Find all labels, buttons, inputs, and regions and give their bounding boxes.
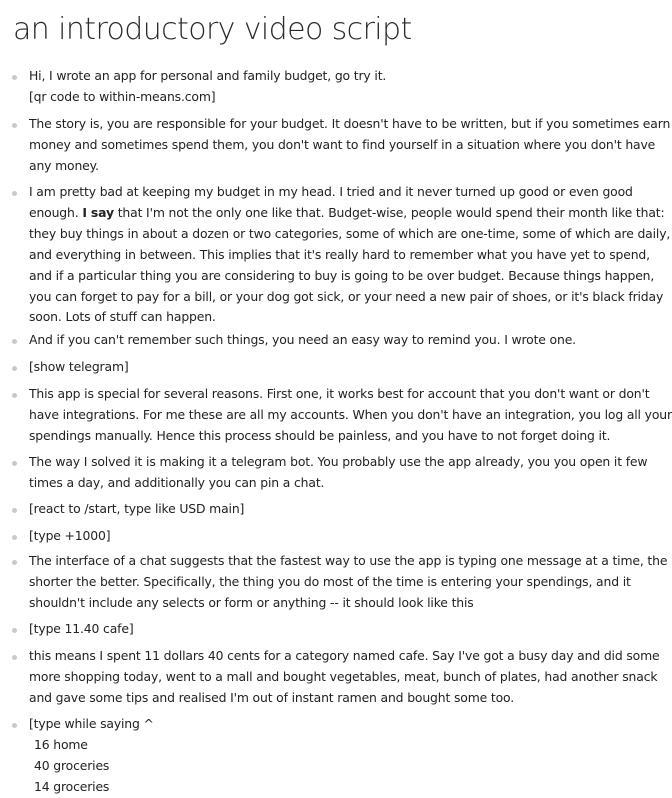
bullet	[12, 461, 17, 466]
text-line: The way I solved it is making it a telegram bot. You probably use the app already, you you open it few	[29, 454, 648, 469]
text-line: you can forget to pay for a bill, or your dog got sick, or your need a new pair of shoes, or it's black friday	[29, 288, 664, 304]
bullet	[12, 655, 17, 660]
text-line: 14 groceries	[34, 778, 110, 794]
text-line: more shopping today, went to a mall and bought vegetables, meat, bunch of plates, had another snack	[29, 668, 658, 684]
text-line: money and sometimes spend them, you don't want to find yourself in a situation where you don't have	[29, 136, 656, 152]
emphasis-text: I say	[82, 204, 114, 220]
text-line: The interface of a chat suggests that the fastest way to use the app is typing one message at a time, the	[29, 553, 668, 568]
text-segment: enough.	[29, 204, 83, 220]
text-line: times a day, and additionally you can pin a chat.	[29, 474, 325, 490]
text-line: have integrations. For me these are all my accounts. When you don't have an integration, you log all your	[29, 406, 672, 422]
text-line: 16 home	[34, 736, 88, 752]
text-line: And if you can't remember such things, you need an easy way to remind you. I wrote one.	[29, 332, 576, 347]
text-line: This app is special for several reasons. First one, it works best for account that you don't want or don't	[29, 386, 650, 401]
text-line: spendings manually. Hence this process should be painless, and you have to not forget doing it.	[29, 427, 611, 443]
bullet	[12, 191, 17, 196]
text-line: and everything in between. This implies that it's really hard to remember what you have yet to spend,	[29, 246, 650, 262]
text-line: Hi, I wrote an app for personal and family budget, go try it.	[29, 68, 387, 83]
text-line: [show telegram]	[29, 359, 129, 374]
text-line: shouldn't include any selects or form or anything -- it should look like this	[29, 594, 474, 610]
text-line: shorter the better. Specifically, the thing you do most of the time is entering your spendings, and it	[29, 573, 631, 589]
text-line	[29, 203, 665, 224]
bullet	[12, 123, 17, 128]
bullet	[12, 508, 17, 513]
text-line: they buy things in about a dozen or two categories, some of which are one-time, some of which are daily,	[29, 225, 671, 241]
text-line: The story is, you are responsible for your budget. It doesn't have to be written, but if you sometimes earn	[29, 116, 671, 131]
text-line: any money.	[29, 157, 99, 173]
text-line: [react to /start, type like USD main]	[29, 501, 245, 516]
text-line: [type 11.40 cafe]	[29, 621, 134, 636]
text-line: [type +1000]	[29, 528, 111, 543]
bullet	[12, 535, 17, 540]
text-line: I am pretty bad at keeping my budget in my head. I tried and it never turned up good or even good	[29, 184, 633, 199]
text-line: [qr code to within-means.com]	[29, 88, 216, 104]
bullet	[12, 75, 17, 80]
bullet	[12, 628, 17, 633]
text-line: [type while saying ^	[29, 716, 154, 731]
text-segment: that I'm not the only one like that. Budget-wise, people would spend their month like that:	[113, 204, 665, 220]
bullet	[12, 723, 17, 728]
bullet	[12, 560, 17, 565]
text-line: 40 groceries	[34, 757, 110, 773]
text-line: and if a particular thing you are considering to buy is going to be over budget. Because things happen,	[29, 267, 655, 283]
bullet	[12, 339, 17, 344]
page-title: an introductory video script	[13, 12, 412, 47]
text-line: this means I spent 11 dollars 40 cents for a category named cafe. Say I've got a busy day and did some	[29, 648, 660, 663]
bullet	[12, 393, 17, 398]
text-line: and gave some tips and realised I'm out of instant ramen and bought some too.	[29, 689, 515, 705]
bullet	[12, 366, 17, 371]
text-line: soon. Lots of stuff can happen.	[29, 309, 216, 325]
